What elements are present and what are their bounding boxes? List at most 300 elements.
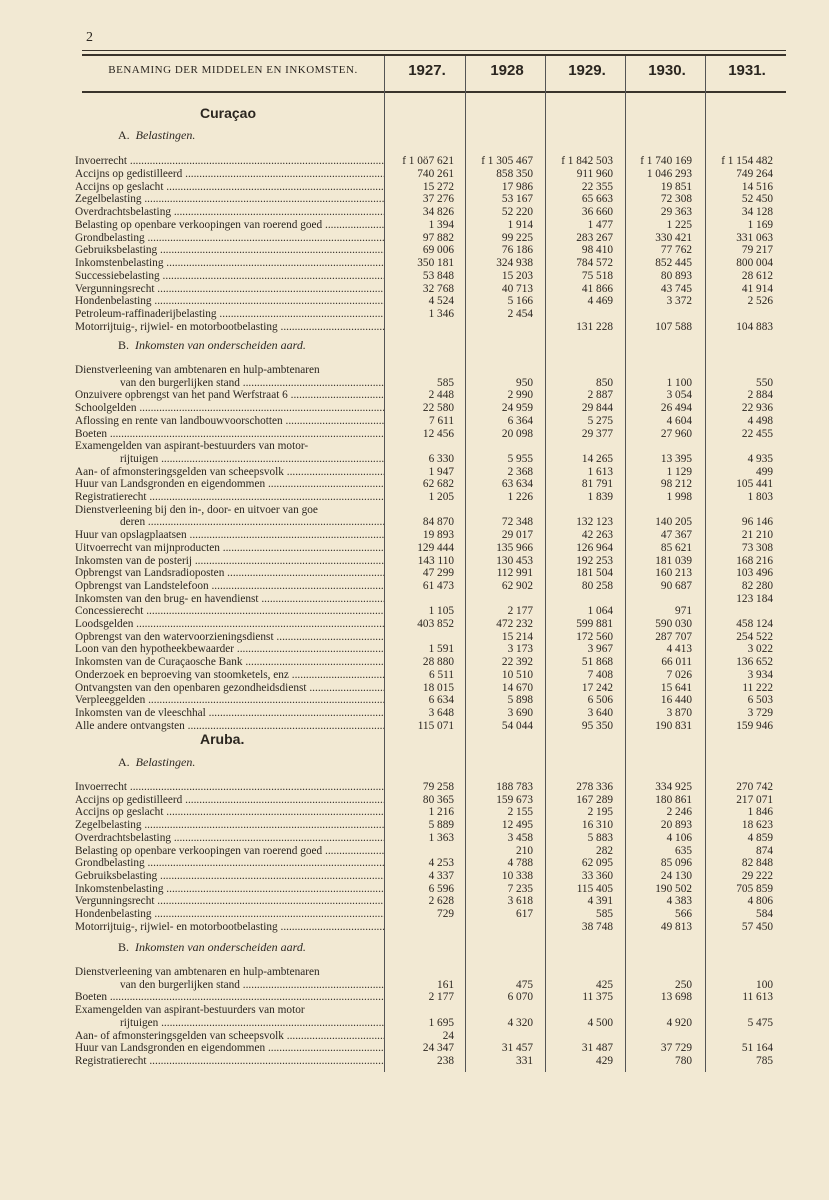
row-label: van den burgerlijken stand ..... [120,979,384,992]
row-value-1929: 41 866 [581,282,613,295]
row-value-1929: 36 660 [581,206,613,218]
row-value-1930: 85 621 [660,541,692,554]
row-label: Accijns op gedistilleerd ..... [75,794,384,807]
row-value-1928: 63 634 [501,478,533,491]
row-value-1930: 3 372 [666,295,692,308]
row-value-1930: f 1 740 169 [640,155,692,167]
row-value-1931: 41 914 [741,282,773,295]
row-value-1929: 33 360 [581,869,613,882]
year-header-1931: 1931. [728,62,766,79]
row-label: Aan- of afmonsteringsgelden van scheepsvolk ..... [75,1030,384,1043]
page-number: 2 [86,30,93,45]
row-label: Huur van opslagplaatsen ..... [75,529,384,542]
row-value-1931: 28 612 [741,269,773,282]
row-value-1928: 617 [516,908,533,920]
row-value-1927: 24 [442,1029,454,1042]
row-value-1931: 1 803 [747,491,773,503]
row-value-1930: 971 [675,605,692,618]
row-value-1927: 61 473 [422,579,454,592]
row-value-1930: 566 [675,908,692,920]
row-value-1929: 62 095 [581,857,613,870]
row-value-1931: 79 217 [741,244,773,257]
row-value-1930: 47 367 [660,529,692,542]
year-header-1927: 1927. [408,62,446,79]
row-value-1931: 57 450 [741,920,773,933]
row-value-1929: 11 375 [582,991,613,1004]
row-label: Vergunningsrecht ..... [75,895,384,908]
row-value-1927: 80 365 [422,793,454,806]
row-value-1930: 160 213 [655,567,692,580]
row-value-1929: 850 [596,376,613,389]
row-value-1931: 159 946 [736,719,773,732]
row-value-1929: 784 572 [576,257,613,269]
row-label: rijtuigen ..... [120,453,384,466]
row-value-1929: 192 253 [576,554,613,567]
row-value-1930: 4 383 [666,895,692,908]
row-value-1931: 18 623 [741,819,773,832]
row-label: Grondbelasting ..... [75,857,384,870]
row-label: Registratierecht ..... [75,1055,384,1068]
row-value-1929: 2 195 [587,806,613,819]
row-value-1929: 38 748 [581,920,613,933]
row-value-1929: 75 518 [581,269,613,282]
row-value-1927: 37 276 [422,193,454,206]
row-value-1927: 47 299 [422,567,454,580]
row-label: Overdrachtsbelasting ..... [75,832,384,845]
row-value-1931: 21 210 [741,529,773,542]
row-value-1927: 1 205 [428,491,454,503]
row-value-1927: 115 071 [417,719,454,732]
row-value-1928: 31 457 [501,1042,533,1055]
row-value-1927: 53 848 [422,269,454,282]
row-label: Gebruiksbelasting ..... [75,244,384,257]
row-value-1928: 4 320 [507,1016,533,1029]
row-value-1931: 785 [756,1054,773,1067]
row-value-1931: 11 222 [742,681,773,694]
row-value-1928: 188 783 [496,781,533,793]
row-value-1928: 210 [516,844,533,857]
row-label: Registratierecht ..... [75,491,384,504]
row-value-1930: 4 920 [666,1016,692,1029]
row-value-1928: 10 338 [501,869,533,882]
row-label: Motorrijtuig-, rijwiel- en motorbootbelasting ..... [75,321,384,334]
row-value-1928: 135 966 [496,541,533,554]
row-value-1929: 1 613 [587,465,613,478]
row-value-1930: 27 960 [660,427,692,440]
row-label: Examengelden van aspirant-bestuurders van motor- [75,440,309,453]
row-value-1931: 254 522 [736,630,773,643]
row-value-1929: 5 275 [587,414,613,427]
row-value-1929: 585 [596,908,613,920]
row-value-1928: 5 955 [507,452,533,465]
row-value-1927: 18 015 [422,681,454,694]
row-value-1930: 77 762 [660,244,692,257]
row-value-1931: 136 652 [736,656,773,669]
row-label: Inkomsten van den brug- en havendienst ..... [75,593,384,606]
row-value-1928: 12 495 [501,819,533,832]
row-value-1929: 278 336 [576,781,613,793]
row-value-1928: 324 938 [496,257,533,269]
row-value-1927: 4 337 [428,869,454,882]
row-label: Opbrengst van Landsradioposten ..... [75,567,384,580]
row-value-1927: 6 596 [428,882,454,895]
row-value-1929: 2 887 [587,389,613,402]
row-value-1930: 85 096 [660,857,692,870]
row-value-1930: 1 225 [666,218,692,231]
row-value-1931: 73 308 [741,541,773,554]
row-value-1931: 82 848 [741,857,773,870]
row-label: Invoerrecht ..... [75,155,384,168]
row-value-1930: 66 011 [661,656,692,669]
row-value-1931: 103 496 [736,567,773,580]
row-value-1927: 4 524 [428,295,454,308]
row-value-1931: 4 498 [747,414,773,427]
year-header-1928: 1928 [490,62,524,79]
row-value-1928: 2 177 [507,605,533,618]
row-value-1928: 3 690 [507,706,533,719]
row-value-1929: 4 469 [587,295,613,308]
row-value-1927: 34 826 [422,206,454,218]
row-value-1928: 2 155 [507,806,533,819]
row-value-1930: 7 026 [666,668,692,681]
row-value-1929: 6 506 [587,694,613,707]
row-value-1928: 112 991 [496,567,533,580]
row-value-1930: 15 641 [660,681,692,694]
row-value-1927: 4 253 [428,857,454,870]
row-value-1927: 1 695 [428,1016,454,1029]
row-label: Inkomsten van de Curaçaosche Bank ..... [75,656,384,669]
row-value-1930: 3 870 [666,706,692,719]
row-label: Accijns op gedistilleerd ..... [75,168,384,181]
row-value-1927: 19 893 [422,529,454,542]
row-value-1931: 14 516 [741,180,773,193]
row-value-1929: f 1 842 503 [561,155,613,167]
row-value-1927: 1 216 [428,806,454,819]
row-value-1928: 20 098 [501,427,533,440]
row-label: Inkomsten van de posterij ..... [75,555,384,568]
row-value-1931: 22 455 [741,427,773,440]
row-value-1931: 550 [756,376,773,389]
row-value-1931: 100 [756,978,773,991]
row-label: Accijns op geslacht ..... [75,181,384,194]
row-value-1931: 6 503 [747,694,773,707]
row-label: Aan- of afmonsteringsgelden van scheepsvolk ..... [75,466,384,479]
row-value-1929: 14 265 [581,452,613,465]
row-value-1931: 458 124 [736,618,773,630]
row-value-1929: 80 258 [581,579,613,592]
row-value-1929: 1 839 [587,491,613,503]
subsection-belastingen-aruba: A. Belastingen. [118,755,196,769]
row-value-1929: 167 289 [576,793,613,806]
row-value-1930: 3 054 [666,389,692,402]
row-value-1929: 98 410 [581,244,613,257]
row-label: Zegelbelasting ..... [75,819,384,832]
row-value-1930: 287 707 [655,630,692,643]
row-value-1928: 52 220 [501,206,533,218]
row-value-1929: 51 868 [581,656,613,669]
row-value-1928: 53 167 [501,193,533,206]
row-label: Aflossing en rente van landbouwvoorschotten ..... [75,415,384,428]
row-value-1927: 238 [437,1054,454,1067]
row-label: Dienstverleening bij den in-, door- en uitvoer van goe [75,503,318,516]
row-value-1930: 72 308 [660,193,692,206]
row-value-1928: 15 214 [501,630,533,643]
row-value-1927: 129 444 [417,541,454,554]
row-value-1927: 24 347 [422,1042,454,1055]
row-value-1930: 2 246 [666,806,692,819]
row-value-1928: 3 173 [507,643,533,656]
row-label: Ontvangsten van den openbaren gezondheidsdienst ..... [75,682,384,695]
row-value-1928: 6 364 [507,414,533,427]
row-label: Verpleeggelden ..... [75,694,384,707]
row-value-1930: 1 129 [666,465,692,478]
row-label: Opbrengst van den watervoorzieningsdienst ..... [75,631,384,644]
row-value-1930: 1 046 293 [646,167,692,180]
row-value-1930: 43 745 [660,282,692,295]
subsection-belastingen-curacao: A. Belastingen. [118,128,196,142]
row-value-1929: 911 960 [576,167,613,180]
row-value-1929: 425 [596,978,613,991]
row-value-1931: 4 859 [747,831,773,844]
row-value-1931: 96 146 [741,516,773,529]
row-value-1927: 1 363 [428,831,454,844]
row-label: Zegelbelasting ..... [75,193,384,206]
row-value-1929: 282 [596,844,613,857]
row-value-1931: 705 859 [736,882,773,895]
row-value-1928: 40 713 [501,282,533,295]
row-value-1931: 11 613 [742,991,773,1004]
row-value-1928: 76 186 [501,244,533,257]
row-value-1930: 852 445 [655,257,692,269]
row-value-1929: 3 967 [587,643,613,656]
row-value-1930: 13 698 [660,991,692,1004]
row-value-1931: 584 [756,908,773,920]
row-label: Accijns op geslacht ..... [75,806,384,819]
row-value-1929: 4 391 [587,895,613,908]
row-value-1927: 3 648 [428,706,454,719]
subsection-inkomsten-aruba: B. Inkomsten van onderscheiden aard. [118,940,306,954]
row-value-1931: 874 [756,844,773,857]
row-value-1927: 22 580 [422,402,454,415]
row-value-1927: 32 768 [422,282,454,295]
row-value-1931: 2 884 [747,389,773,402]
row-value-1929: 42 263 [581,529,613,542]
row-value-1929: 95 350 [581,719,613,732]
row-label: van den burgerlijken stand ..... [120,377,384,390]
row-value-1927: 1 591 [428,643,454,656]
row-value-1929: 1 477 [587,218,613,231]
row-value-1930: 24 130 [660,869,692,882]
row-value-1928: 22 392 [501,656,533,669]
row-label: Boeten ..... [75,991,384,1004]
row-value-1930: 13 395 [660,452,692,465]
row-label: Invoerrecht ..... [75,781,384,794]
row-value-1929: 283 267 [576,231,613,244]
row-value-1927: 6 511 [429,668,454,681]
row-value-1927: 2 448 [428,389,454,402]
header-bottom-rule [82,91,786,93]
row-label: Onzuivere opbrengst van het pand Werfstraat 6 ..... [75,389,384,402]
row-value-1931: 4 935 [747,452,773,465]
row-label: Hondenbelasting ..... [75,908,384,921]
row-value-1931: 2 526 [747,295,773,308]
row-label: Dienstverleening van ambtenaren en hulp-ambtenaren [75,364,320,376]
row-value-1927: 84 870 [422,516,454,529]
row-value-1930: 26 494 [660,402,692,415]
row-label: Uitvoerrecht van mijnproducten ..... [75,542,384,555]
row-value-1928: 15 203 [501,269,533,282]
row-value-1930: 590 030 [655,618,692,630]
row-value-1930: 80 893 [660,269,692,282]
row-value-1930: 98 212 [660,478,692,491]
row-value-1928: 17 986 [501,180,533,193]
row-value-1929: 131 228 [576,320,613,333]
row-label: Petroleum-raffinaderijbelasting ..... [75,308,384,321]
row-value-1928: 2 990 [507,389,533,402]
row-value-1931: 22 936 [741,402,773,415]
row-label: Schoolgelden ..... [75,402,384,415]
row-value-1928: 7 235 [507,882,533,895]
subsection-inkomsten-curacao: B. Inkomsten van onderscheiden aard. [118,338,306,352]
row-label: Hondenbelasting ..... [75,295,384,308]
row-value-1931: 29 222 [741,869,773,882]
row-label: Loon van den hypotheekbewaarder ..... [75,643,384,656]
row-value-1931: 749 264 [736,167,773,180]
row-value-1930: 29 363 [660,206,692,218]
row-label: Inkomstenbelasting ..... [75,883,384,896]
row-value-1929: 29 377 [581,427,613,440]
row-label: Huur van Landsgronden en eigendommen ..... [75,1042,384,1055]
row-value-1930: 16 440 [660,694,692,707]
row-value-1929: 31 487 [581,1042,613,1055]
row-value-1931: 82 280 [741,579,773,592]
row-value-1929: 132 123 [576,516,613,529]
row-value-1931: 217 071 [736,793,773,806]
top-rule [82,50,786,51]
section-title-curacao: Curaçao [200,105,257,121]
year-header-1929: 1929. [568,62,606,79]
row-value-1928: 5 898 [507,694,533,707]
row-value-1927: 161 [437,978,454,991]
row-value-1930: 4 604 [666,414,692,427]
row-value-1927: f 1 0ö7 621 [402,155,454,167]
row-value-1930: 4 413 [666,643,692,656]
row-value-1929: 429 [596,1054,613,1067]
row-label: Opbrengst van Landstelefoon ..... [75,580,384,593]
row-value-1930: 90 687 [660,579,692,592]
row-value-1927: 97 882 [422,231,454,244]
row-value-1930: 37 729 [660,1042,692,1055]
row-value-1928: 4 788 [507,857,533,870]
row-value-1927: 2 628 [428,895,454,908]
row-value-1931: 105 441 [736,478,773,491]
row-label: Huur van Landsgronden en eigendommen ..... [75,478,384,491]
row-value-1930: 20 893 [660,819,692,832]
row-value-1928: 54 044 [501,719,533,732]
row-value-1927: 740 261 [417,167,454,180]
row-value-1931: 5 475 [747,1016,773,1029]
row-value-1931: 4 806 [747,895,773,908]
row-value-1929: 3 640 [587,706,613,719]
column-header-label: BENAMING DER MIDDELEN EN INKOMSTEN. [108,64,358,76]
row-label: Alle andere ontvangsten ..... [75,720,384,733]
row-label: Motorrijtuig-, rijwiel- en motorbootbelasting ..... [75,921,384,934]
row-value-1927: 403 852 [417,618,454,630]
row-value-1928: 2 368 [507,465,533,478]
row-value-1927: 1 947 [428,465,454,478]
row-value-1930: 334 925 [655,781,692,793]
row-label: Loodsgelden ..... [75,618,384,631]
row-value-1931: 52 450 [741,193,773,206]
row-value-1927: 729 [437,908,454,920]
row-value-1929: 65 663 [581,193,613,206]
row-label: Onderzoek en beproeving van stoomketels, enz ..... [75,669,384,682]
row-label: rijtuigen ..... [120,1017,384,1030]
row-value-1927: 6 330 [428,452,454,465]
row-value-1927: 1 105 [428,605,454,618]
row-value-1927: 79 258 [422,781,454,793]
row-value-1931: 499 [756,465,773,478]
row-value-1929: 7 408 [587,668,613,681]
row-value-1930: 635 [675,844,692,857]
row-value-1930: 1 100 [666,376,692,389]
row-value-1929: 1 064 [587,605,613,618]
row-value-1927: 5 889 [428,819,454,832]
row-value-1931: 800 004 [736,257,773,269]
row-value-1928: 950 [516,376,533,389]
row-value-1928: 331 [516,1054,533,1067]
row-value-1927: 28 880 [422,656,454,669]
row-value-1930: 330 421 [655,231,692,244]
header-rule [82,54,786,56]
row-value-1929: 29 844 [581,402,613,415]
row-value-1927: 143 110 [417,554,454,567]
row-label: Concessierecht ..... [75,605,384,618]
row-label: Dienstverleening van ambtenaren en hulp-ambtenaren [75,966,320,978]
row-value-1931: 123 184 [736,592,773,605]
row-value-1931: f 1 154 482 [721,155,773,167]
row-value-1931: 1 169 [747,218,773,231]
row-value-1927: 1 346 [428,308,454,320]
row-value-1929: 16 310 [581,819,613,832]
row-value-1929: 599 881 [576,618,613,630]
year-header-1930: 1930. [648,62,686,79]
row-value-1927: 6 634 [428,694,454,707]
row-value-1930: 181 039 [655,554,692,567]
row-value-1931: 270 742 [736,781,773,793]
row-value-1929: 4 500 [587,1016,613,1029]
row-label: Inkomstenbelasting ..... [75,257,384,270]
row-label: Boeten ..... [75,428,384,441]
row-value-1928: 2 454 [507,308,533,320]
row-value-1930: 180 861 [655,793,692,806]
row-value-1928: 10 510 [501,668,533,681]
row-value-1931: 3 934 [747,668,773,681]
row-value-1930: 4 106 [666,831,692,844]
row-value-1931: 168 216 [736,554,773,567]
row-value-1930: 250 [675,978,692,991]
row-value-1928: 5 166 [507,295,533,308]
row-value-1930: 49 813 [660,920,692,933]
row-value-1930: 19 851 [660,180,692,193]
row-value-1929: 172 560 [576,630,613,643]
row-value-1928: 3 458 [507,831,533,844]
row-value-1928: 159 673 [496,793,533,806]
row-value-1928: 6 070 [507,991,533,1004]
row-label: Successiebelasting ..... [75,270,384,283]
row-value-1931: 104 883 [736,320,773,333]
row-value-1930: 1 998 [666,491,692,503]
